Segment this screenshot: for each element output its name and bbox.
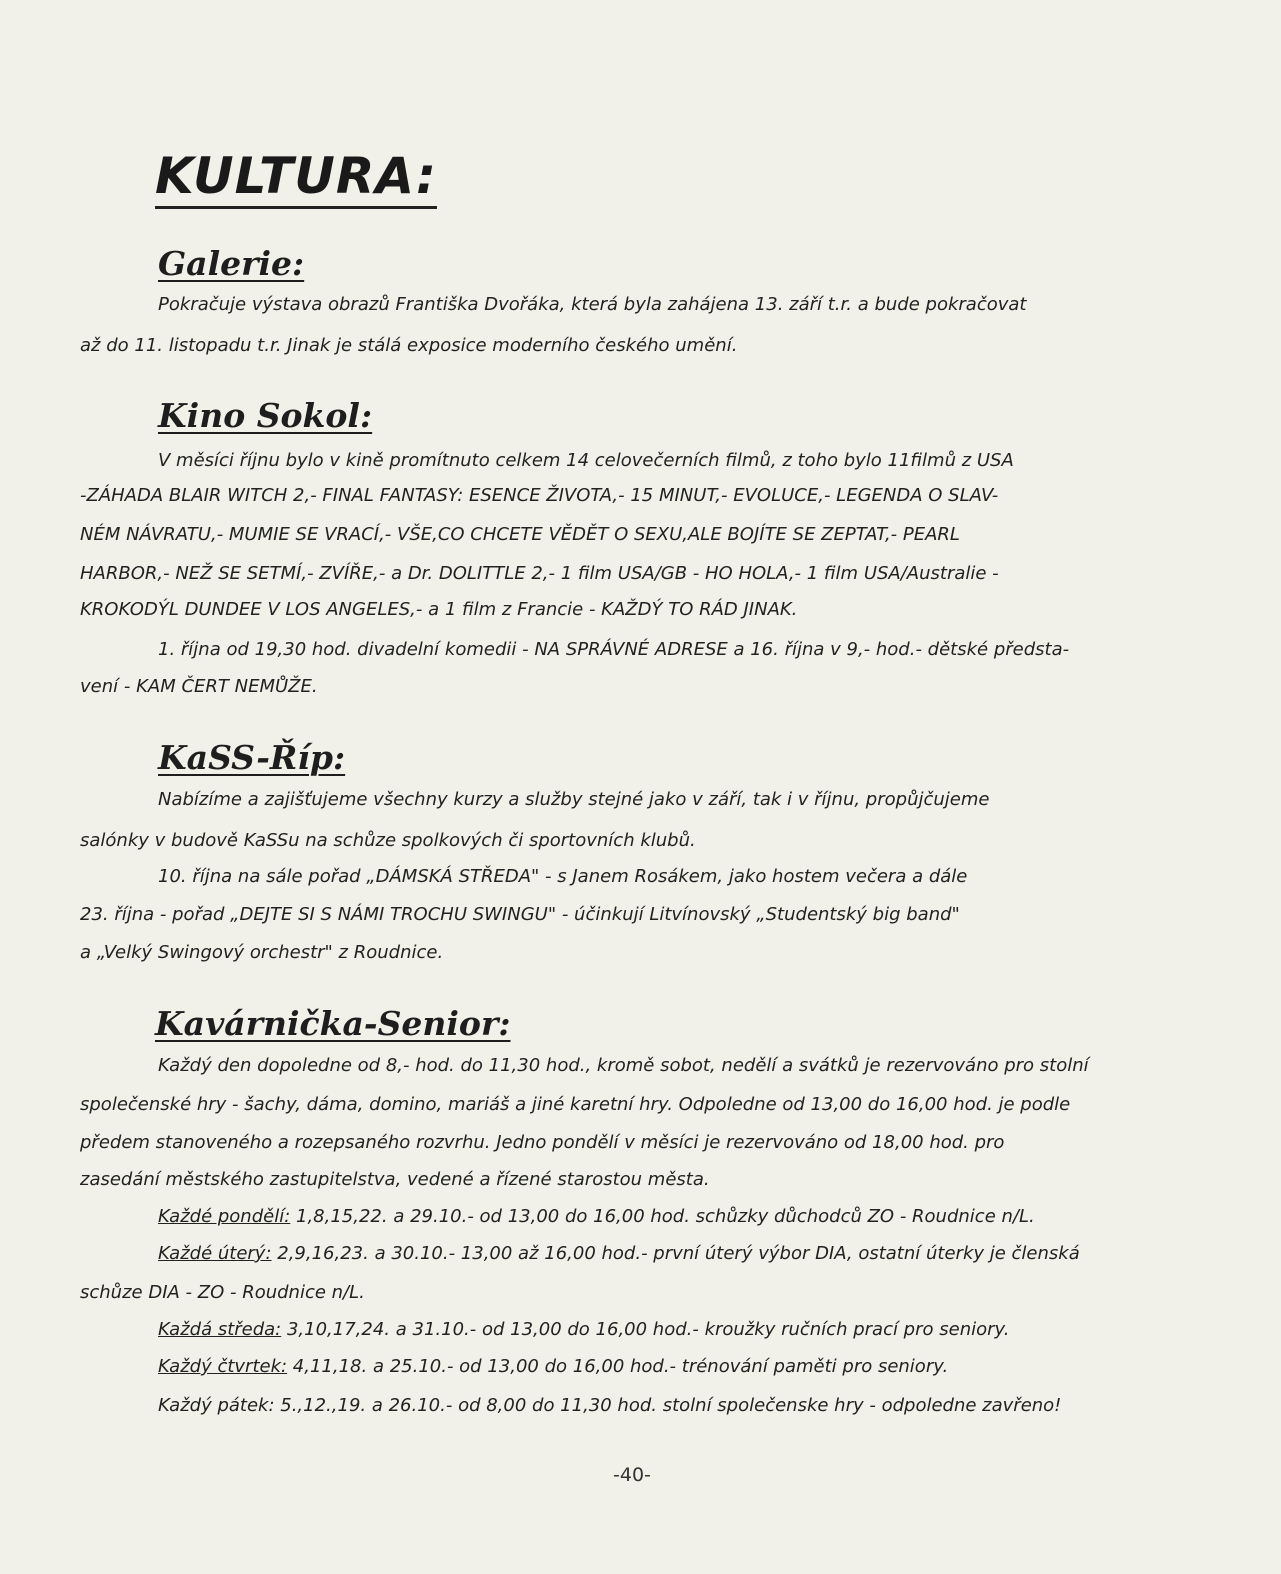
schedule-text: 3,10,17,24. a 31.10.- od 13,00 do 16,00 hod.- kroužky ručních prací pro seniory. [281, 1319, 1010, 1340]
text-line: HARBOR,- NEŽ SE SETMÍ,- ZVÍŘE,- a Dr. DOLITTLE 2,- 1 film USA/GB - HO HOLA,- 1 film USA/Australie - [80, 563, 999, 584]
schedule-line-monday [158, 1204, 1035, 1230]
page-title: KULTURA: [155, 148, 437, 209]
schedule-line-tuesday-continued [80, 1280, 365, 1306]
text-line: společenské hry - šachy, dáma, domino, mariáš a jiné karetní hry. Odpoledne od 13,00 do 16,00 hod. je podle [80, 1094, 1071, 1115]
schedule-text: 4,11,18. a 25.10.- od 13,00 do 16,00 hod.- trénování paměti pro seniory. [287, 1356, 949, 1377]
text-line: Pokračuje výstava obrazů Františka Dvořáka, která byla zahájena 13. září t.r. a bude pokračovat [158, 294, 1027, 315]
text-line: předem stanoveného a rozepsaného rozvrhu. Jedno pondělí v měsíci je rezervováno od 18,00 hod. pro [80, 1132, 1005, 1153]
schedule-day-label: Každé pondělí: [158, 1206, 291, 1227]
text-line: -ZÁHADA BLAIR WITCH 2,- FINAL FANTASY: ESENCE ŽIVOTA,- 15 MINUT,- EVOLUCE,- LEGENDA O SLAV- [80, 485, 999, 506]
text-line: V měsíci říjnu bylo v kině promítnuto celkem 14 celovečerních filmů, z toho bylo 11filmů z USA [158, 450, 1014, 471]
text-line: zasedání městského zastupitelstva, vedené a řízené starostou města. [80, 1169, 710, 1190]
text-line: Každý den dopoledne od 8,- hod. do 11,30 hod., kromě sobot, nedělí a svátků je rezervováno pro stolní [158, 1055, 1089, 1076]
page-number: -40- [613, 1464, 651, 1486]
schedule-text: 1,8,15,22. a 29.10.- od 13,00 do 16,00 hod. schůzky důchodců ZO - Roudnice n/L. [290, 1206, 1035, 1227]
text-line: salónky v budově KaSSu na schůze spolkových či sportovních klubů. [80, 830, 696, 851]
text-line: KROKODÝL DUNDEE V LOS ANGELES,- a 1 film z Francie - KAŽDÝ TO RÁD JINAK. [80, 599, 798, 620]
schedule-text: schůze DIA - ZO - Roudnice n/L. [80, 1282, 365, 1303]
text-line: 1. října od 19,30 hod. divadelní komedii - NA SPRÁVNÉ ADRESE a 16. října v 9,- hod.- dětské předsta- [158, 639, 1070, 660]
schedule-day-label: Každá středa: [158, 1319, 282, 1340]
section-heading-kino-sokol: Kino Sokol: [158, 396, 373, 435]
section-heading-kass-rip: KaSS-Říp: [158, 738, 346, 777]
text-line: Nabízíme a zajišťujeme všechny kurzy a služby stejné jako v září, tak i v říjnu, propůjčujeme [158, 789, 990, 810]
text-line: NÉM NÁVRATU,- MUMIE SE VRACÍ,- VŠE,CO CHCETE VĚDĚT O SEXU,ALE BOJÍTE SE ZEPTAT,- PEARL [80, 524, 960, 545]
schedule-day-label: Každé úterý: [158, 1243, 272, 1264]
schedule-day-label: Každý čtvrtek: [158, 1356, 288, 1377]
schedule-line-thursday [158, 1354, 948, 1380]
schedule-line-wednesday [158, 1317, 1010, 1343]
section-heading-kavarnicka-senior: Kavárnička-Senior: [155, 1004, 511, 1043]
schedule-line-tuesday [158, 1241, 1080, 1267]
text-line: 10. října na sále pořad „DÁMSKÁ STŘEDA" - s Janem Rosákem, jako hostem večera a dále [158, 866, 968, 887]
schedule-text: 2,9,16,23. a 30.10.- 13,00 až 16,00 hod.- první úterý výbor DIA, ostatní úterky je členská [271, 1243, 1080, 1264]
schedule-text: 5.,12.,19. a 26.10.- od 8,00 do 11,30 hod. stolní společenske hry - odpoledne zavřeno! [274, 1395, 1062, 1416]
section-heading-galerie: Galerie: [158, 244, 305, 283]
schedule-line-friday [158, 1393, 1061, 1419]
text-line: a „Velký Swingový orchestr" z Roudnice. [80, 942, 444, 963]
text-line: 23. října - pořad „DEJTE SI S NÁMI TROCHU SWINGU" - účinkují Litvínovský „Studentský big band" [80, 904, 960, 925]
schedule-day-label: Každý pátek: [158, 1395, 275, 1416]
text-line: až do 11. listopadu t.r. Jinak je stálá exposice moderního českého umění. [80, 335, 738, 356]
text-line: vení - KAM ČERT NEMŮŽE. [80, 676, 318, 697]
